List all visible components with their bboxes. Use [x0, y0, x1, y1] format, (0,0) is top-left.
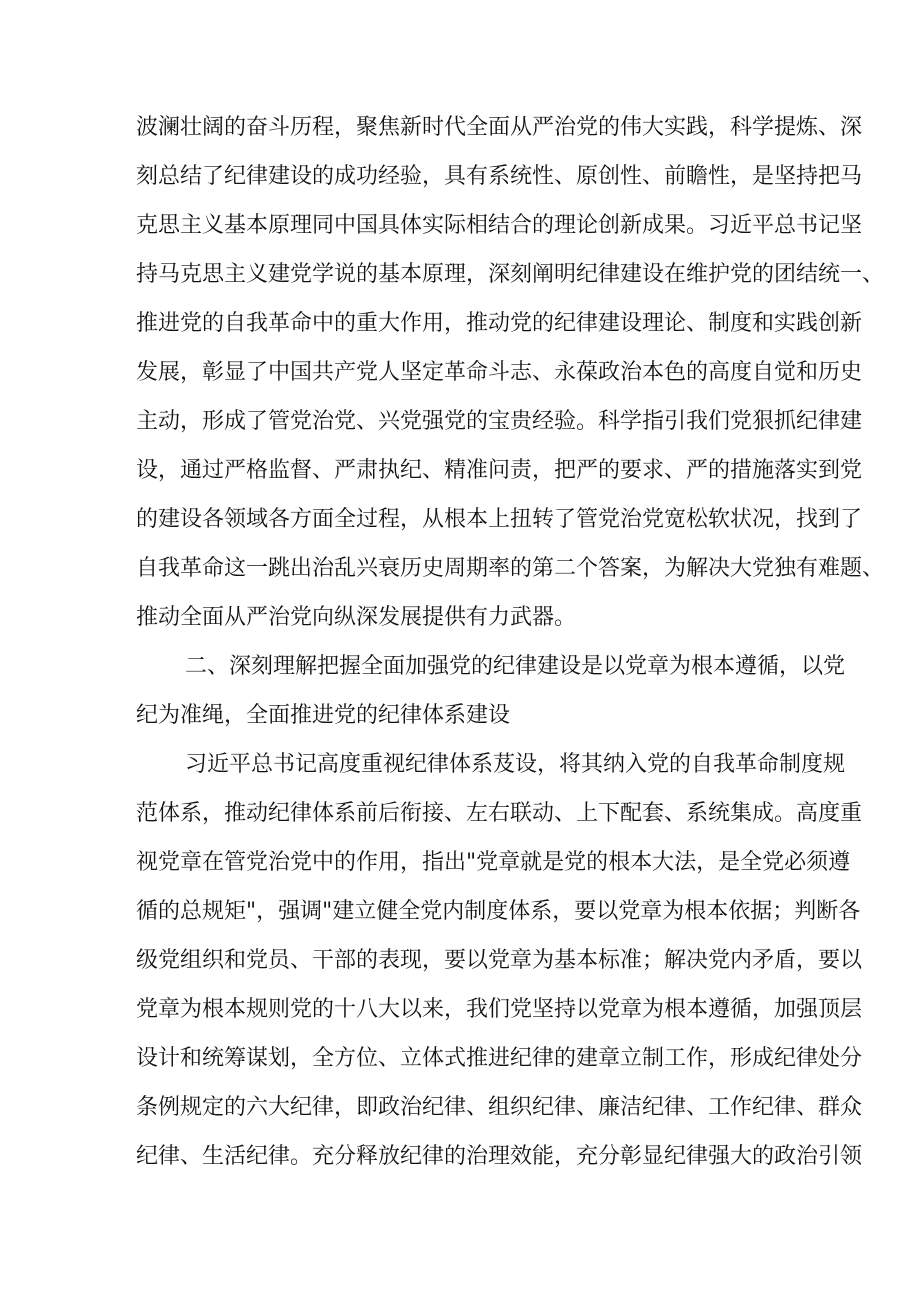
paragraph-1-line: 刻总结了纪律建设的成功经验，具有系统性、原创性、前瞻性，是坚持把马: [136, 164, 863, 189]
paragraph-1-line: 推动全面从严治党向纵深发展提供有力武器。: [136, 605, 577, 630]
section-heading-line: 纪为准绳，全面推进党的纪律体系建设: [136, 703, 511, 728]
paragraph-1-line: 发展，彰显了中国共产党人坚定革命斗志、永葆政治本色的高度自觉和历史: [136, 360, 863, 385]
paragraph-1-line: 推进党的自我革命中的重大作用，推动党的纪律建设理论、制度和实践创新: [136, 311, 863, 336]
paragraph-2-line: 级党组织和党员、干部的表现，要以党章为基本标准；解决党内矛盾，要以: [136, 948, 863, 973]
paragraph-2-line: 习近平总书记高度重视纪律体系芨设，将其纳入党的自我革命制度规: [185, 752, 846, 777]
paragraph-2-line: 循的总规矩"，强调"建立健全党内制度体系，要以党章为根本依据；判断各: [136, 899, 861, 924]
paragraph-1-line: 设，通过严格监督、严肃执纪、精准问责，把严的要求、严的措施落实到党: [136, 458, 863, 483]
paragraph-2-line: 视党章在管党治党中的作用，指出"党章就是党的根本大法，是全党必须遵: [136, 850, 851, 875]
paragraph-1-line: 持马克思主义建党学说的基本原理，深刻阐明纪律建设在维护党的团结统一、: [136, 262, 885, 287]
paragraph-2-line: 范体系，推动纪律体系前后衔接、左右联动、上下配套、系统集成。高度重: [136, 801, 863, 826]
paragraph-1-line: 主动，形成了管党治党、兴党强党的宝贵经验。科学指引我们党狠抓纪律建: [136, 409, 863, 434]
paragraph-1-line: 自我革命这一跳出治乱兴衰历史周期率的第二个答案，为解决大党独有难题、: [136, 556, 885, 581]
paragraph-1-line: 波澜壮阔的奋斗历程，聚焦新时代全面从严治党的伟大实践，科学提炼、深: [136, 115, 863, 140]
paragraph-1-line: 的建设各领域各方面全过程，从根本上扭转了管党治党宽松软状况，找到了: [136, 507, 863, 532]
paragraph-2-line: 纪律、生活纪律。充分释放纪律的治理效能，充分彰显纪律强大的政治引领: [136, 1144, 863, 1169]
section-heading-line: 二、深刻理解把握全面加强党的纪律建设是以党章为根本遵循，以党: [185, 654, 846, 679]
paragraph-2-line: 设计和统筹谋划，全方位、立体式推进纪律的建章立制工作，形成纪律处分: [136, 1046, 863, 1071]
paragraph-2-line: 条例规定的六大纪律，即政治纪律、组织纪律、廉洁纪律、工作纪律、群众: [136, 1095, 863, 1120]
paragraph-1-line: 克思主义基本原理同中国具体实际相结合的理论创新成果。习近平总书记坚: [136, 213, 863, 238]
paragraph-2-line: 党章为根本规则党的十八大以来，我们党坚持以党章为根本遵循，加强顶层: [136, 997, 863, 1022]
